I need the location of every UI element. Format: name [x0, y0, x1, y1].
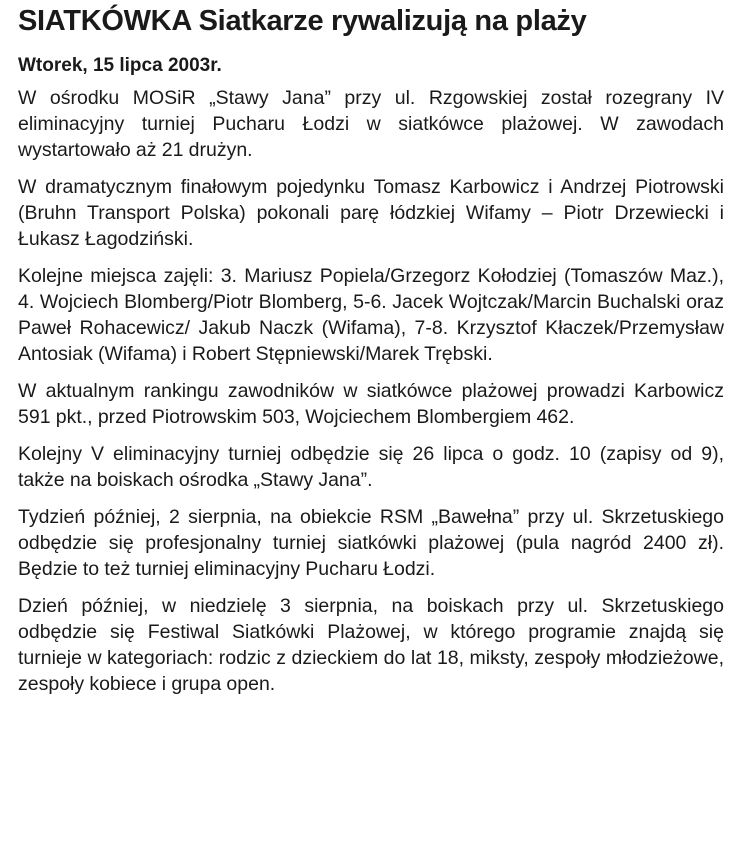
paragraph-ranking: W aktualnym rankingu zawodników w siatkówce plażowej prowadzi Karbowicz 591 pkt., przed Piotrowskim 503, Wojciechem Blombergiem 462. [18, 380, 724, 428]
paragraph-next-tournament: Kolejny V eliminacyjny turniej odbędzie się 26 lipca o godz. 10 (zapisy od 9), także na boiskach ośrodka „Stawy Jana”. [18, 443, 724, 491]
paragraph-professional-tournament: Tydzień później, 2 sierpnia, na obiekcie RSM „Bawełna” przy ul. Skrzetuskiego odbędzie się profesjonalny turniej siatkówki plażowej (pula nagród 2400 zł). Będzie to też turniej eliminacyjny Pucharu Łodzi. [18, 506, 724, 580]
paragraph-beach-festival: Dzień później, w niedzielę 3 sierpnia, na boiskach przy ul. Skrzetuskiego odbędzie się Festiwal Siatkówki Plażowej, w którego programie znajdą się turnieje w kategoriach: rodzic z dzieckiem do lat 18, miksty, zespoły młodzieżowe, zespoły kobiece i grupa open. [18, 595, 724, 695]
paragraph-tournament-intro: W ośrodku MOSiR „Stawy Jana” przy ul. Rzgowskiej został rozegrany IV eliminacyjny turniej Pucharu Łodzi w siatkówce plażowej. W zawodach wystartowało aż 21 drużyn. [18, 87, 724, 161]
paragraph-standings: Kolejne miejsca zajęli: 3. Mariusz Popiela/Grzegorz Kołodziej (Tomaszów Maz.), 4. Wojciech Blomberg/Piotr Blomberg, 5-6. Jacek Wojtczak/Marcin Buchalski oraz Paweł Rohacewicz/ Jakub Naczk (Wifama), 7-8. Krzysztof Kłaczek/Przemysław Antosiak (Wifama) i Robert Stępniewski/Marek Trębski. [18, 265, 724, 365]
paragraph-final-result: W dramatycznym finałowym pojedynku Tomasz Karbowicz i Andrzej Piotrowski (Bruhn Transport Polska) pokonali parę łódzkiej Wifamy – Piotr Drzewiecki i Łukasz Łagodziński. [18, 176, 724, 250]
news-article [18, 2, 724, 697]
article-date: Wtorek, 15 lipca 2003r. [18, 55, 222, 76]
article-headline: SIATKÓWKA Siatkarze rywalizują na plaży [18, 5, 587, 37]
